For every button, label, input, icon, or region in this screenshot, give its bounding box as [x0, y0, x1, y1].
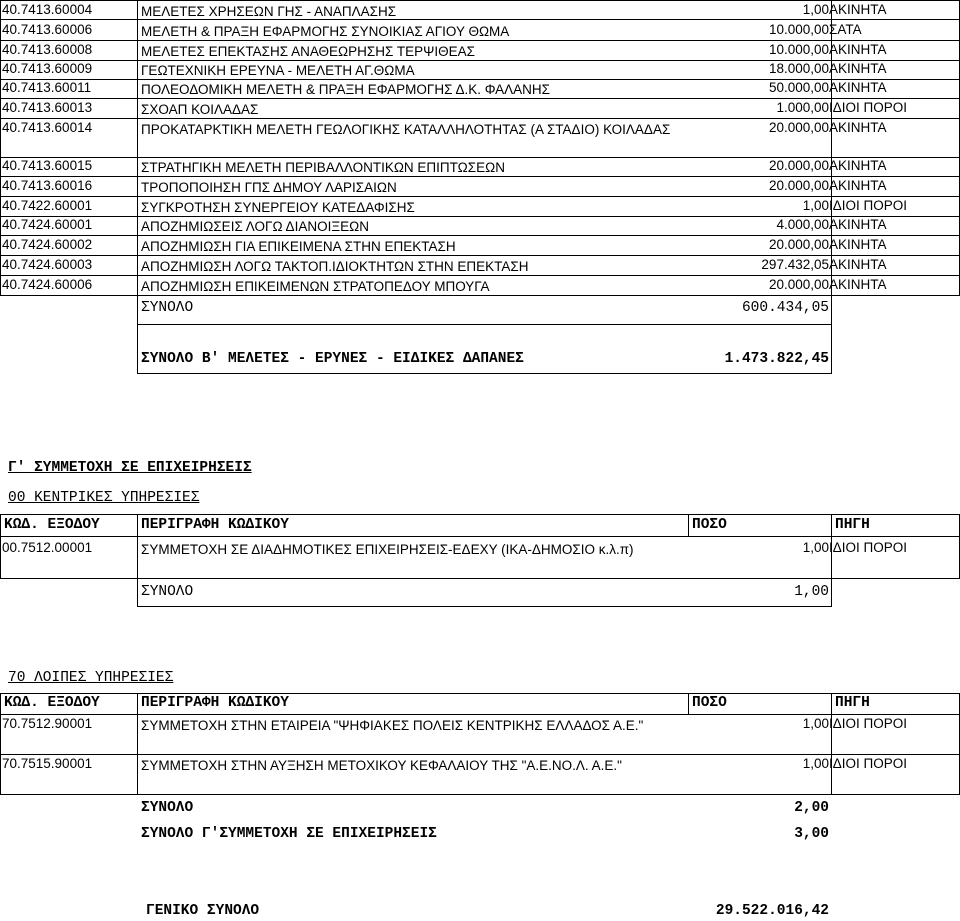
- expense-description: ΑΠΟΖΗΜΙΩΣΕΙΣ ΛΟΓΩ ΔΙΑΝΟΙΞΕΩΝ: [141, 219, 369, 234]
- expense-description: ΣΥΜΜΕΤΟΧΗ ΣΕ ΔΙΑΔΗΜΟΤΙΚΕΣ ΕΠΙΧΕΙΡΗΣΕΙΣ-ΕΔΕΧΥ (ΙΚΑ-ΔΗΜΟΣΙΟ κ.λ.π): [141, 542, 634, 557]
- subtotal-label: ΣΥΝΟΛΟ: [141, 300, 194, 316]
- funding-source: ΑΚΙΝΗΤΑ: [829, 277, 887, 292]
- expense-description: ΣΤΡΑΤΗΓΙΚΗ ΜΕΛΕΤΗ ΠΕΡΙΒΑΛΛΟΝΤΙΚΩΝ ΕΠΙΠΤΩΣΕΩΝ: [141, 160, 505, 175]
- funding-source: ΑΚΙΝΗΤΑ: [829, 217, 887, 232]
- expense-amount: 50.000,00: [768, 80, 829, 95]
- funding-source: ΙΔΙΟΙ ΠΟΡΟΙ: [829, 100, 908, 115]
- expense-description: ΣΧΟΑΠ ΚΟΙΛΑΔΑΣ: [141, 102, 259, 117]
- total-b-label: ΣΥΝΟΛΟ Β' ΜΕΛΕΤΕΣ - ΕΡΥΝΕΣ - ΕΙΔΙΚΕΣ ΔΑΠΑΝΕΣ: [141, 351, 524, 367]
- funding-source: ΙΔΙΟΙ ΠΟΡΟΙ: [829, 716, 908, 731]
- grand-total-label: ΓΕΝΙΚΟ ΣΥΝΟΛΟ: [146, 903, 260, 919]
- expense-code: 40.7413.60009: [2, 61, 93, 76]
- expense-description: ΜΕΛΕΤΕΣ ΕΠΕΚΤΑΣΗΣ ΑΝΑΘΕΩΡΗΣΗΣ ΤΕΡΨΙΘΕΑΣ: [141, 44, 475, 59]
- subtotal-label: ΣΥΝΟΛΟ: [141, 584, 194, 600]
- column-header-amount: ΠΟΣΟ: [692, 517, 727, 533]
- subtotal-label: ΣΥΝΟΛΟ: [141, 800, 194, 816]
- total-c-label: ΣΥΝΟΛΟ Γ'ΣΥΜΜΕΤΟΧΗ ΣΕ ΕΠΙΧΕΙΡΗΣΕΙΣ: [141, 826, 437, 842]
- expense-amount: 10.000,00: [768, 42, 829, 57]
- grand-total-amount: 29.522.016,42: [715, 903, 829, 919]
- expense-amount: 10.000,00: [768, 22, 829, 37]
- expense-amount: 20.000,00: [768, 277, 829, 292]
- expense-code: 40.7424.60002: [2, 237, 93, 252]
- funding-source: ΙΔΙΟΙ ΠΟΡΟΙ: [829, 540, 908, 555]
- expense-amount: 20.000,00: [768, 120, 829, 135]
- funding-source: ΑΚΙΝΗΤΑ: [829, 257, 887, 272]
- column-header-description: ΠΕΡΙΓΡΑΦΗ ΚΩΔΙΚΟΥ: [141, 695, 289, 711]
- expense-amount: 297.432,05: [761, 257, 829, 272]
- expense-amount: 1,00: [802, 198, 829, 213]
- expense-amount: 18.000,00: [768, 61, 829, 76]
- expense-code: 40.7424.60003: [2, 257, 93, 272]
- funding-source: ΙΔΙΟΙ ΠΟΡΟΙ: [829, 756, 908, 771]
- expense-code: 40.7413.60004: [2, 2, 93, 17]
- expense-description: ΤΡΟΠΟΠΟΙΗΣΗ ΓΠΣ ΔΗΜΟΥ ΛΑΡΙΣΑΙΩΝ: [141, 180, 397, 195]
- expense-description: ΜΕΛΕΤΕΣ ΧΡΗΣΕΩΝ ΓΗΣ - ΑΝΑΠΛΑΣΗΣ: [141, 4, 397, 19]
- subtotal-amount: 2,00: [794, 800, 829, 816]
- expense-code: 00.7512.00001: [2, 540, 93, 555]
- expense-code: 40.7413.60015: [2, 158, 93, 173]
- funding-source: ΑΚΙΝΗΤΑ: [829, 80, 887, 95]
- expense-code: 70.7515.90001: [2, 756, 93, 771]
- column-header-code: ΚΩΔ. ΕΞΟΔΟΥ: [4, 695, 100, 711]
- expense-code: 40.7424.60001: [2, 217, 93, 232]
- expense-description: ΓΕΩΤΕΧΝΙΚΗ ΕΡΕΥΝΑ - ΜΕΛΕΤΗ ΑΓ.ΘΩΜΑ: [141, 63, 415, 78]
- expense-description: ΣΥΜΜΕΤΟΧΗ ΣΤΗΝ ΑΥΞΗΣΗ ΜΕΤΟΧΙΚΟΥ ΚΕΦΑΛΑΙΟΥ ΤΗΣ "Α.Ε.ΝΟ.Λ. Α.Ε.": [141, 758, 622, 773]
- expense-amount: 4.000,00: [776, 217, 829, 232]
- total-b-amount: 1.473.822,45: [724, 351, 829, 367]
- funding-source: ΙΔΙΟΙ ΠΟΡΟΙ: [829, 198, 908, 213]
- expense-description: ΑΠΟΖΗΜΙΩΣΗ ΛΟΓΩ ΤΑΚΤΟΠ.ΙΔΙΟΚΤΗΤΩΝ ΣΤΗΝ ΕΠΕΚΤΑΣΗ: [141, 259, 529, 274]
- expense-amount: 1.000,00: [776, 100, 829, 115]
- expense-description: ΣΥΓΚΡΟΤΗΣΗ ΣΥΝΕΡΓΕΙΟΥ ΚΑΤΕΔΑΦΙΣΗΣ: [141, 200, 415, 215]
- subtotal-amount: 1,00: [794, 584, 829, 600]
- expense-code: 40.7422.60001: [2, 198, 93, 213]
- expense-amount: 1,00: [802, 540, 829, 555]
- expense-description: ΑΠΟΖΗΜΙΩΣΗ ΓΙΑ ΕΠΙΚΕΙΜΕΝΑ ΣΤΗΝ ΕΠΕΚΤΑΣΗ: [141, 239, 456, 254]
- expense-description: ΣΥΜΜΕΤΟΧΗ ΣΤΗΝ ΕΤΑΙΡΕΙΑ "ΨΗΦΙΑΚΕΣ ΠΟΛΕΙΣ ΚΕΝΤΡΙΚΗΣ ΕΛΛΑΔΟΣ Α.Ε.": [141, 718, 644, 733]
- expense-code: 40.7413.60008: [2, 42, 93, 57]
- column-header-source: ΠΗΓΗ: [835, 517, 870, 533]
- expense-code: 40.7413.60011: [2, 80, 92, 95]
- expense-code: 40.7413.60014: [2, 120, 93, 135]
- expense-amount: 20.000,00: [768, 237, 829, 252]
- expense-description: ΠΡΟΚΑΤΑΡΚΤΙΚΗ ΜΕΛΕΤΗ ΓΕΩΛΟΓΙΚΗΣ ΚΑΤΑΛΛΗΛΟΤΗΤΑΣ (Α ΣΤΑΔΙΟ) ΚΟΙΛΑΔΑΣ: [141, 122, 671, 137]
- section-c-title: Γ' ΣΥΜΜΕΤΟΧΗ ΣΕ ΕΠΙΧΕΙΡΗΣΕΙΣ: [8, 460, 252, 476]
- funding-source: ΑΚΙΝΗΤΑ: [829, 42, 887, 57]
- subtotal-amount: 600.434,05: [741, 300, 829, 316]
- funding-source: ΑΚΙΝΗΤΑ: [829, 237, 887, 252]
- funding-source: ΣΑΤΑ: [829, 22, 862, 37]
- funding-source: ΑΚΙΝΗΤΑ: [829, 120, 887, 135]
- expense-code: 40.7413.60006: [2, 22, 93, 37]
- expense-code: 70.7512.90001: [2, 716, 93, 731]
- expense-description: ΑΠΟΖΗΜΙΩΣΗ ΕΠΙΚΕΙΜΕΝΩΝ ΣΤΡΑΤΟΠΕΔΟΥ ΜΠΟΥΓΑ: [141, 279, 490, 294]
- column-header-source: ΠΗΓΗ: [835, 695, 870, 711]
- funding-source: ΑΚΙΝΗΤΑ: [829, 2, 887, 17]
- expense-description: ΠΟΛΕΟΔΟΜΙΚΗ ΜΕΛΕΤΗ & ΠΡΑΞΗ ΕΦΑΡΜΟΓΗΣ Δ.Κ. ΦΑΛΑΝΗΣ: [141, 82, 550, 97]
- expense-description: ΜΕΛΕΤΗ & ΠΡΑΞΗ ΕΦΑΡΜΟΓΗΣ ΣΥΝΟΙΚΙΑΣ ΑΓΙΟΥ ΘΩΜΑ: [141, 24, 510, 39]
- expense-amount: 20.000,00: [768, 158, 829, 173]
- expense-amount: 1,00: [802, 716, 829, 731]
- expense-code: 40.7413.60016: [2, 178, 93, 193]
- expense-code: 40.7413.60013: [2, 100, 93, 115]
- column-header-description: ΠΕΡΙΓΡΑΦΗ ΚΩΔΙΚΟΥ: [141, 517, 289, 533]
- subsection-title: 00 ΚΕΝΤΡΙΚΕΣ ΥΠΗΡΕΣΙΕΣ: [8, 490, 200, 506]
- expense-amount: 1,00: [802, 756, 829, 771]
- column-header-amount: ΠΟΣΟ: [692, 695, 727, 711]
- total-c-amount: 3,00: [794, 826, 829, 842]
- expense-amount: 1,00: [802, 2, 829, 17]
- expense-code: 40.7424.60006: [2, 277, 93, 292]
- expense-amount: 20.000,00: [768, 178, 829, 193]
- funding-source: ΑΚΙΝΗΤΑ: [829, 178, 887, 193]
- column-header-code: ΚΩΔ. ΕΞΟΔΟΥ: [4, 517, 100, 533]
- funding-source: ΑΚΙΝΗΤΑ: [829, 158, 887, 173]
- funding-source: ΑΚΙΝΗΤΑ: [829, 61, 887, 76]
- subsection-title: 70 ΛΟΙΠΕΣ ΥΠΗΡΕΣΙΕΣ: [8, 670, 174, 686]
